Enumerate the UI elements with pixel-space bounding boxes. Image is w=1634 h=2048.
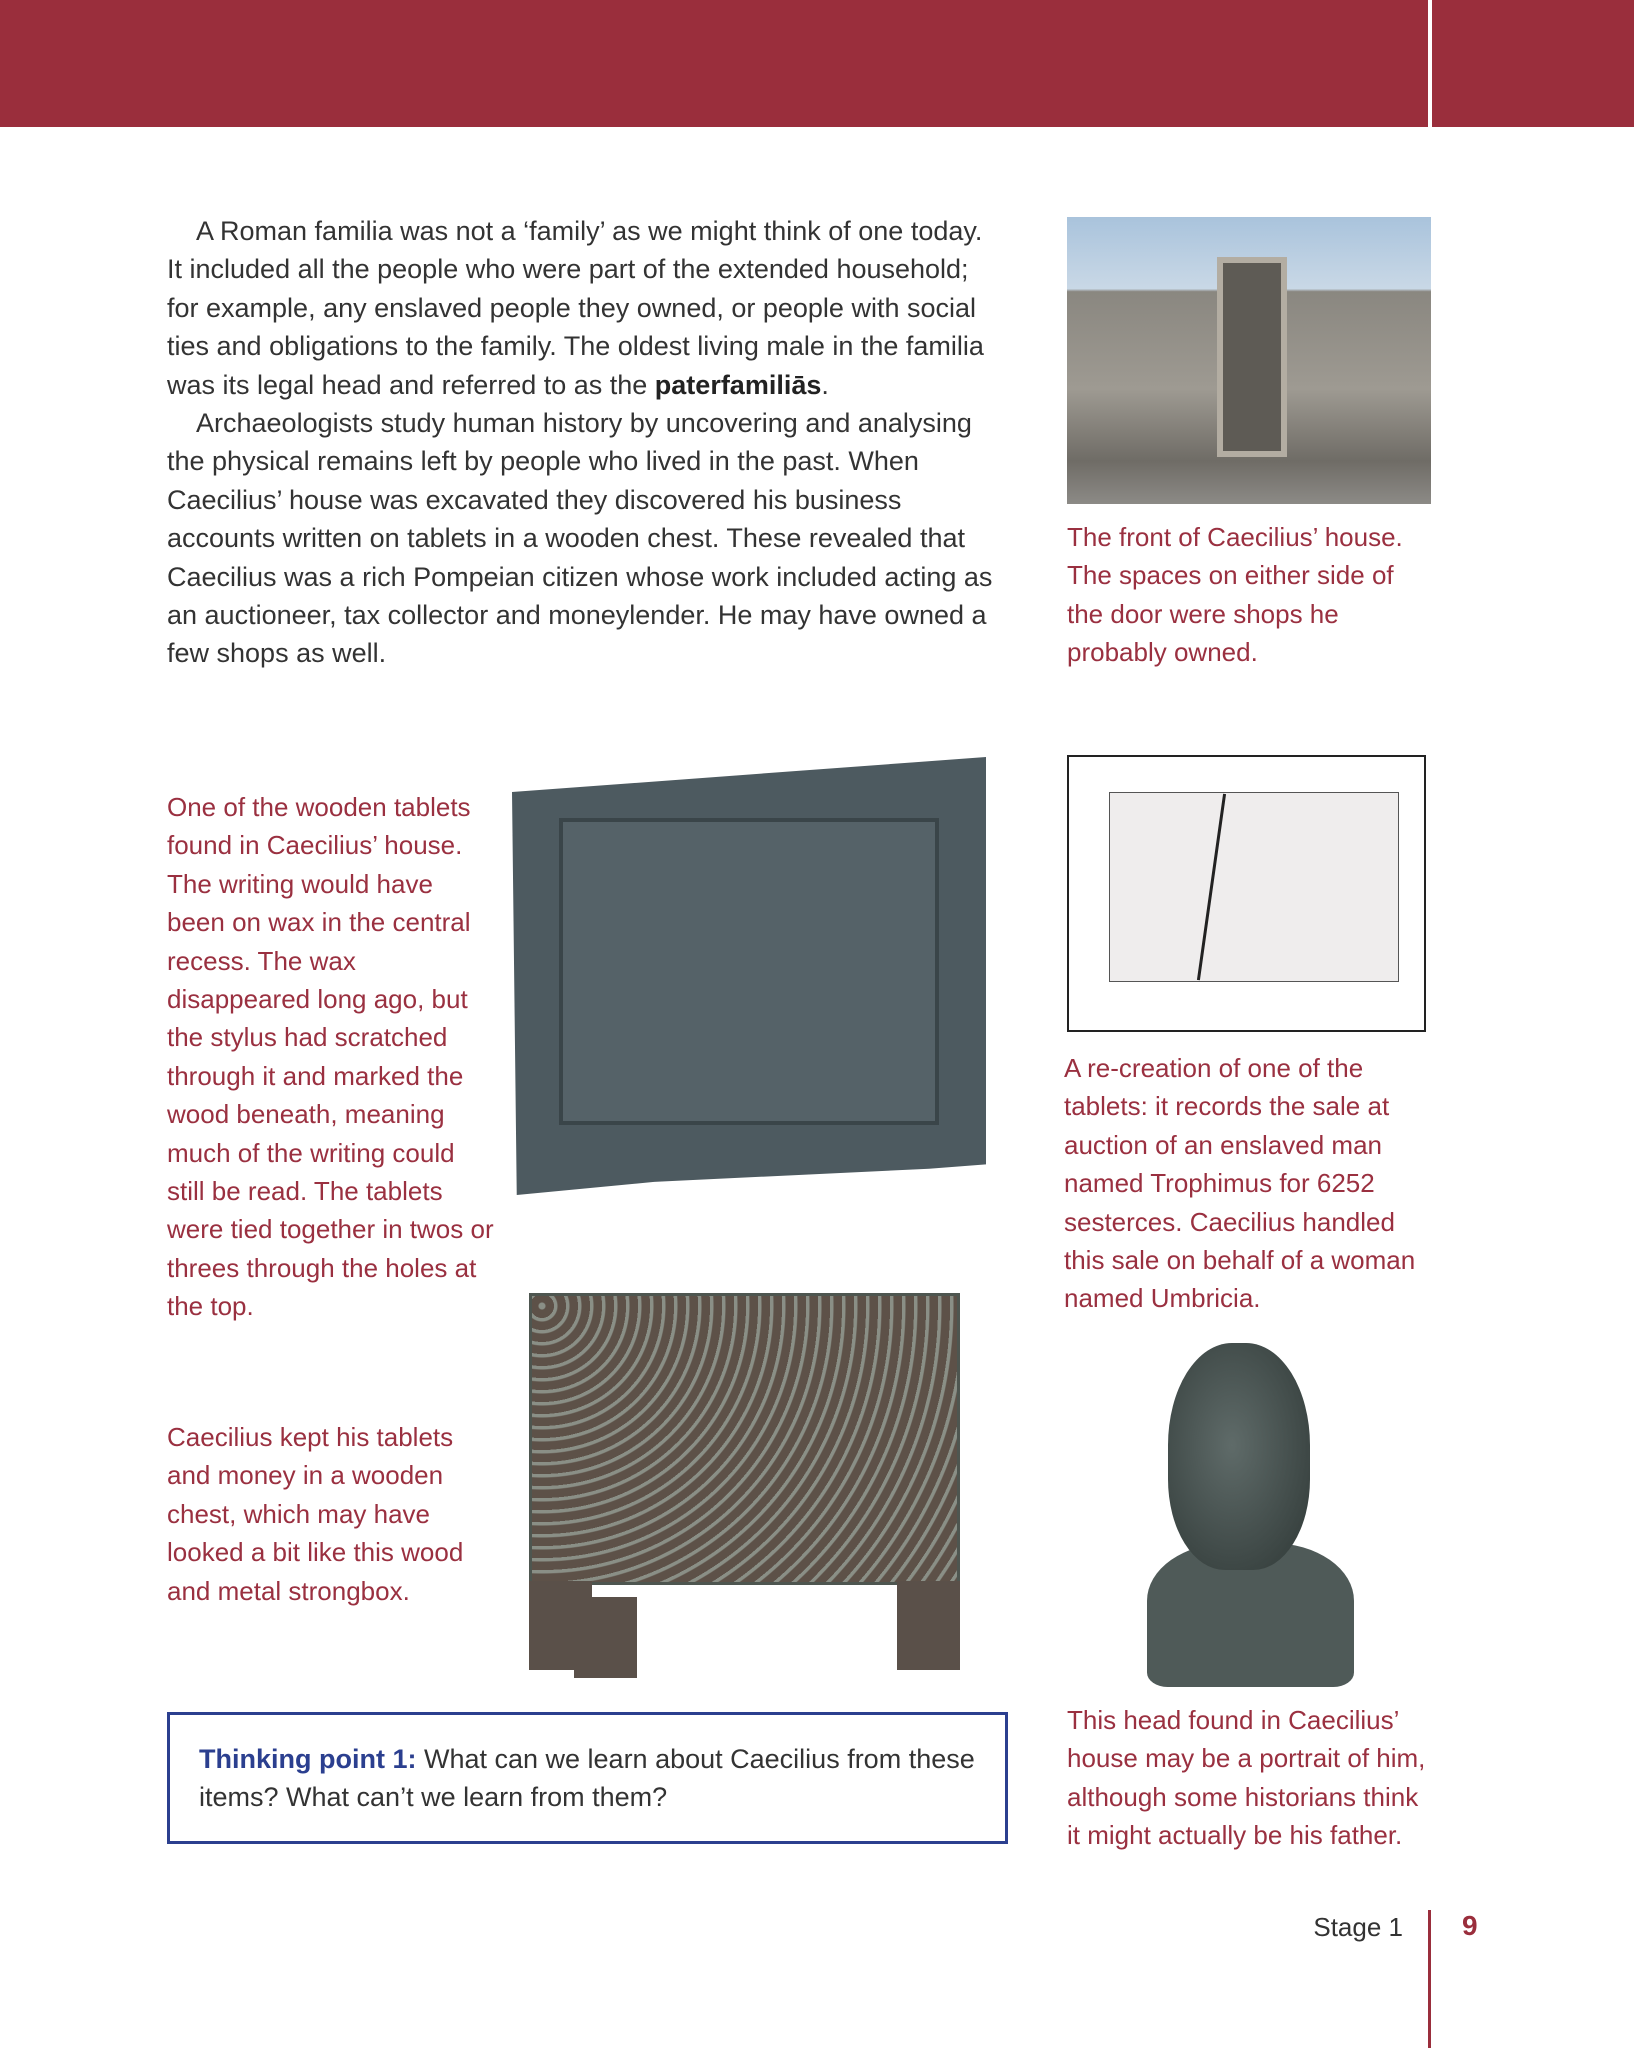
main-text: [167, 212, 997, 673]
paragraph-1-end: .: [821, 369, 829, 400]
drawing-script-area: [1109, 792, 1399, 982]
header-divider: [1428, 0, 1432, 127]
house-front-photo: [1067, 217, 1431, 504]
strongbox-photo: [520, 1273, 969, 1678]
paragraph-1-text: A Roman familia was not a ‘family’ as we might think of one today. It included all the people who were part of the extended household; for example, any enslaved people they owned, or people with social ties and obligations to the family. The oldest living male in the familia was its legal head and referred to as the: [167, 216, 984, 400]
drawing-caption: A re-creation of one of the tablets: it records the sale at auction of an enslaved man named Trophimus for 6252 sesterces. Caecilius handled this sale on behalf of a woman named Umbricia.: [1064, 1053, 1416, 1314]
thinking-point-label: Thinking point 1:: [199, 1744, 417, 1774]
header-bar: [0, 0, 1634, 127]
footer-section: Stage 1: [1313, 1912, 1403, 1942]
page-number: 9: [1462, 1910, 1478, 1941]
face: [1168, 1343, 1310, 1570]
drawing-crack: [1197, 794, 1226, 981]
tablet-caption: One of the wooden tablets found in Caecilius’ house. The writing would have been on wax in the central recess. The wax disappeared long ago, but the stylus had scratched through it and marked the wood beneath, meaning much of the writing could still be read. The tablets were tied together in twos or threes through the holes at the top.: [167, 792, 494, 1322]
thinking-point-text: What can we learn about Caecilius from these items? What can’t we learn from them?: [199, 1744, 975, 1813]
bronze-head-photo: [1136, 1343, 1365, 1687]
footer-divider: [1428, 1910, 1431, 2048]
chest-caption: Caecilius kept his tablets and money in a wooden chest, which may have looked a bit like this wood and metal strongbox.: [167, 1422, 464, 1606]
doorway: [1217, 257, 1287, 457]
paragraph-1: [167, 212, 997, 404]
head-caption: This head found in Caecilius’ house may be a portrait of him, although some historians think it might actually be his father.: [1067, 1705, 1426, 1851]
paragraph-2: Archaeologists study human history by uncovering and analysing the physical remains left by people who lived in the past. When Caecilius’ house was excavated they discovered his business accounts written on tablets in a wooden chest. These revealed that Caecilius was a rich Pompeian citizen whose work included acting as an auctioneer, tax collector and moneylender. He may have owned a few shops as well.: [167, 408, 993, 669]
wooden-tablet-photo: [512, 757, 986, 1195]
thinking-point-box: [167, 1712, 1008, 1844]
strongbox-leg: [897, 1581, 960, 1670]
tablet-recreation-drawing: [1067, 755, 1426, 1032]
house-caption: The front of Caecilius’ house. The spaces on either side of the door were shops he probably owned.: [1067, 522, 1403, 668]
strongbox-body: [529, 1293, 960, 1585]
term-paterfamilias: paterfamiliās: [654, 369, 822, 400]
tablet-recess: [559, 818, 938, 1125]
strongbox-leg: [574, 1597, 637, 1678]
